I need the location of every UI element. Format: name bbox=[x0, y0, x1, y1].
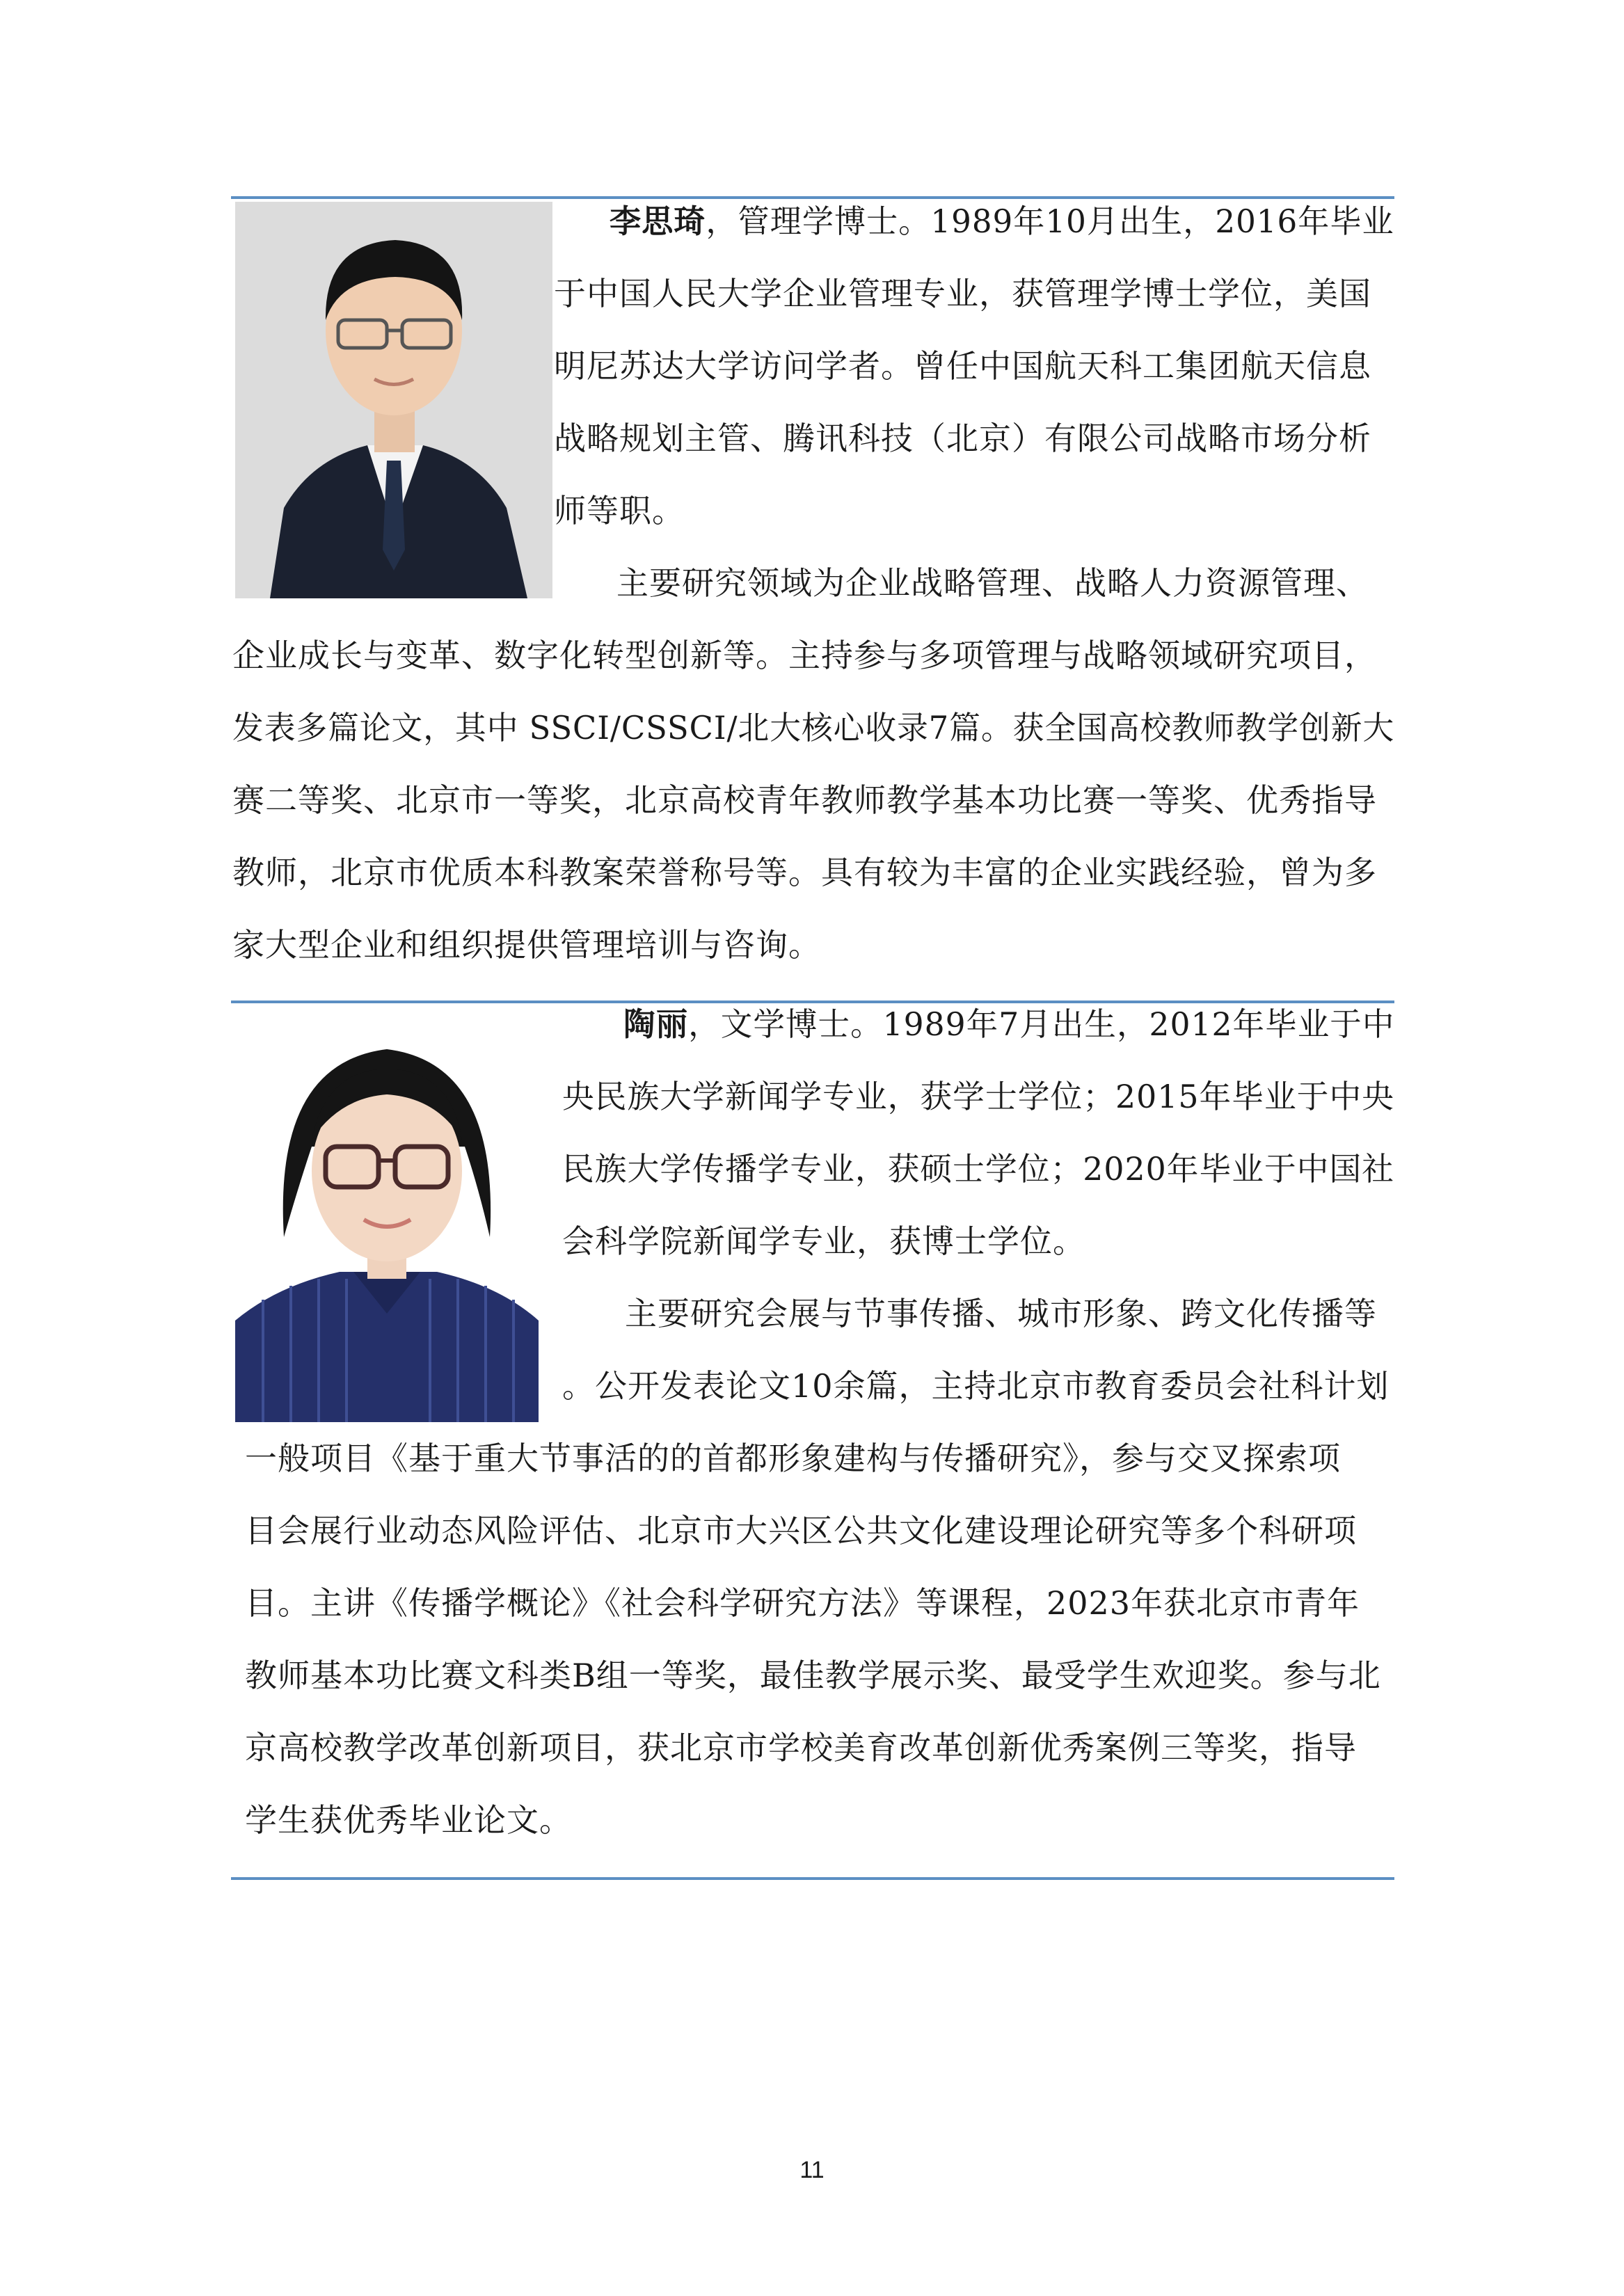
portrait-photo-li-siqi bbox=[235, 202, 552, 598]
page-number: 11 bbox=[799, 2157, 825, 2183]
bio-line: 京高校教学改革创新项目，获北京市学校美育改革创新优秀案例三等奖，指导 bbox=[245, 1729, 1357, 1767]
bio-line: 企业成长与变革、数字化转型创新等。主持参与多项管理与战略领域研究项目， bbox=[232, 637, 1377, 674]
bio-line: 赛二等奖、北京市一等奖，北京高校青年教师教学基本功比赛一等奖、优秀指导 bbox=[232, 781, 1377, 819]
bio-line: 于中国人民大学企业管理专业，获管理学博士学位，美国 bbox=[554, 275, 1371, 312]
bio-line: 教师基本功比赛文科类B组一等奖，最佳教学展示奖、最受学生欢迎奖。参与北 bbox=[245, 1657, 1381, 1694]
bio-line: 战略规划主管、腾讯科技（北京）有限公司战略市场分析 bbox=[554, 420, 1371, 457]
person-name: 陶丽 bbox=[623, 1005, 689, 1043]
bio-line: 。公开发表论文10余篇，主持北京市教育委员会社科计划 bbox=[562, 1367, 1390, 1405]
bio-line: 主要研究会展与节事传播、城市形象、跨文化传播等 bbox=[625, 1295, 1377, 1332]
bio-line: 民族大学传播学专业，获硕士学位；2020年毕业于中国社 bbox=[562, 1150, 1395, 1188]
bio-line: 教师，北京市优质本科教案荣誉称号等。具有较为丰富的企业实践经验，曾为多 bbox=[232, 854, 1377, 891]
bio-line: 主要研究领域为企业战略管理、战略人力资源管理、 bbox=[616, 564, 1369, 602]
bio-line: 师等职。 bbox=[554, 492, 685, 529]
bio-line: 明尼苏达大学访问学者。曾任中国航天科工集团航天信息 bbox=[554, 347, 1371, 385]
person-name: 李思琦 bbox=[610, 202, 706, 240]
bio-line: 李思琦，管理学博士。1989年10月出生，2016年毕业 bbox=[610, 202, 1394, 240]
bio-line: 陶丽，文学博士。1989年7月出生，2012年毕业于中 bbox=[623, 1005, 1395, 1043]
bio-line: 发表多篇论文，其中 SSCI/CSSCI/北大核心收录7篇。获全国高校教师教学创新大 bbox=[232, 709, 1395, 747]
portrait-photo-tao-li bbox=[235, 1007, 539, 1422]
bio-line: 央民族大学新闻学专业，获学士学位；2015年毕业于中央 bbox=[562, 1078, 1395, 1115]
bottom-rule bbox=[231, 1877, 1394, 1880]
bio-line: 家大型企业和组织提供管理培训与咨询。 bbox=[232, 926, 821, 964]
bio-line: 目会展行业动态风险评估、北京市大兴区公共文化建设理论研究等多个科研项 bbox=[245, 1512, 1357, 1549]
bio-line: 目。主讲《传播学概论》《社会科学研究方法》等课程，2023年获北京市青年 bbox=[245, 1584, 1360, 1622]
bio-line: 学生获优秀毕业论文。 bbox=[245, 1801, 572, 1839]
bio-line: 一般项目《基于重大节事活的的首都形象建构与传播研究》，参与交叉探索项 bbox=[245, 1440, 1341, 1477]
bio-line: 会科学院新闻学专业，获博士学位。 bbox=[562, 1222, 1085, 1260]
